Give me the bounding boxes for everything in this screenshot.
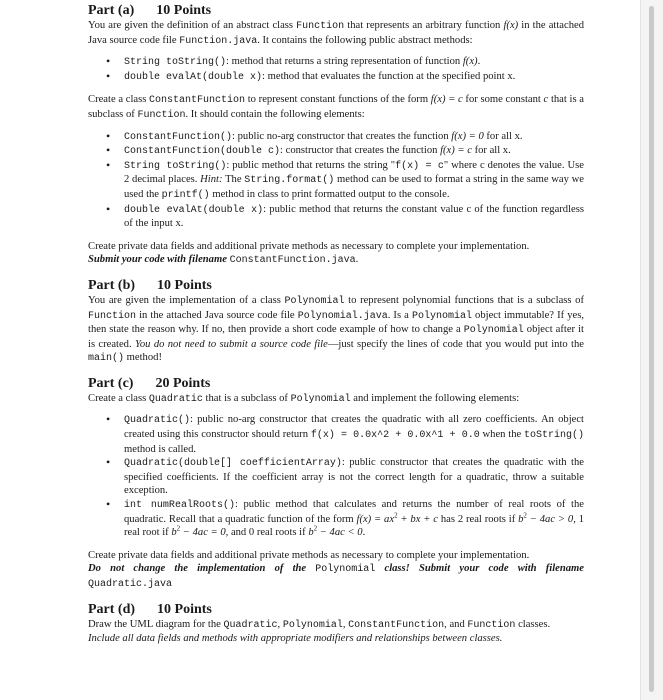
part-a-private-note: Create private data fields and additional private methods as necessary to complete your implementation.: [88, 240, 530, 252]
part-a-submit: Submit your code with filename ConstantFunction.java.: [88, 254, 359, 267]
list-item: • ConstantFunction(): public no-arg constructor that creates the function f(x) = 0 for all x.: [124, 130, 584, 145]
part-b-body: You are given the implementation of a class Polynomial to represent polynomial functions that is a subclass of Function in the attached Java source code file Polynomial.java. Is a Polynomial object immutable? If yes, then state the reason why. If no, then provide a short code example of how to change a Polynomial object after it is created. You do not need to submit a source code file—just specify the lines of code that you would put into the main() method!: [88, 294, 585, 365]
part-a-create: Create a class ConstantFunction to represent constant functions of the form f(x) = c for some constant c that is a subclass of Function. It should contain the following elements:: [88, 94, 584, 121]
constant-function-elements-list: [88, 130, 584, 231]
part-c-intro: Create a class Quadratic that is a subclass of Polynomial and implement the following elements:: [88, 392, 520, 405]
list-item: • int numRealRoots(): public method that calculates and returns the number of real roots of the quadratic. Recall that a quadratic function of the form $f(x) = ax^2$ + bx + c has 2 real roots if $b^2 - 4ac > 0$, 1 real root if $b^2 - 4ac = 0$, and 0 real roots if $b^2 - 4ac < 0$.: [124, 498, 584, 540]
scrollbar-thumb[interactable]: [649, 6, 654, 692]
part-a-heading: Part (a) 10 Points: [88, 3, 212, 18]
list-item: • double evalAt(double x): method that evaluates the function at the specified point x.: [124, 70, 584, 85]
document-content: [88, 2, 584, 646]
part-c-private-note: Create private data fields and additional private methods as necessary to complete your implementation.: [88, 549, 530, 561]
list-item: • String toString(): method that returns a string representation of function f(x).: [124, 55, 584, 70]
part-c-heading: Part (c) 20 Points: [88, 375, 211, 391]
part-a-intro: You are given the definition of an abstract class Function that represents an arbitrary function f(x) in the attached Java source code file Function.java. It contains the following public abstract methods:: [88, 20, 584, 47]
quadratic-elements-list: [88, 413, 584, 539]
part-d-italic-note: Include all data fields and methods with appropriate modifiers and relationships between classes.: [88, 633, 503, 645]
list-item: • Quadratic(double[] coefficientArray): public constructor that creates the quadratic with the specified coefficients. If the coefficient array is not the correct length for a quadratic, throw a suitable exception.: [124, 456, 584, 498]
part-d-heading: Part (d) 10 Points: [88, 601, 212, 617]
abstract-methods-list: [88, 55, 584, 84]
list-item: • ConstantFunction(double c): constructor that creates the function f(x) = c for all x.: [124, 144, 584, 159]
list-item: • String toString(): public method that returns the string "f(x) = c" where c denotes the value. Use 2 decimal places. Hint: The String.format() method can be used to format a string in the same way we used the printf() method in class to print formatted output to the console.: [124, 159, 584, 203]
list-item: • Quadratic(): public no-arg constructor that creates the quadratic with all zero coefficients. An object created using this constructor should return f(x) = 0.0x^2 + 0.0x^1 + 0.0 when the toString() method is called.: [124, 413, 584, 456]
list-item: • double evalAt(double x): public method that returns the constant value c of the function regardless of the input x.: [124, 203, 584, 231]
part-d-body: Draw the UML diagram for the Quadratic, Polynomial, ConstantFunction, and Function classes.: [88, 618, 551, 631]
part-c-warning: Do not change the implementation of the Polynomial class! Submit your code with filename Quadratic.java: [88, 563, 585, 590]
part-b-heading: Part (b) 10 Points: [88, 277, 212, 293]
